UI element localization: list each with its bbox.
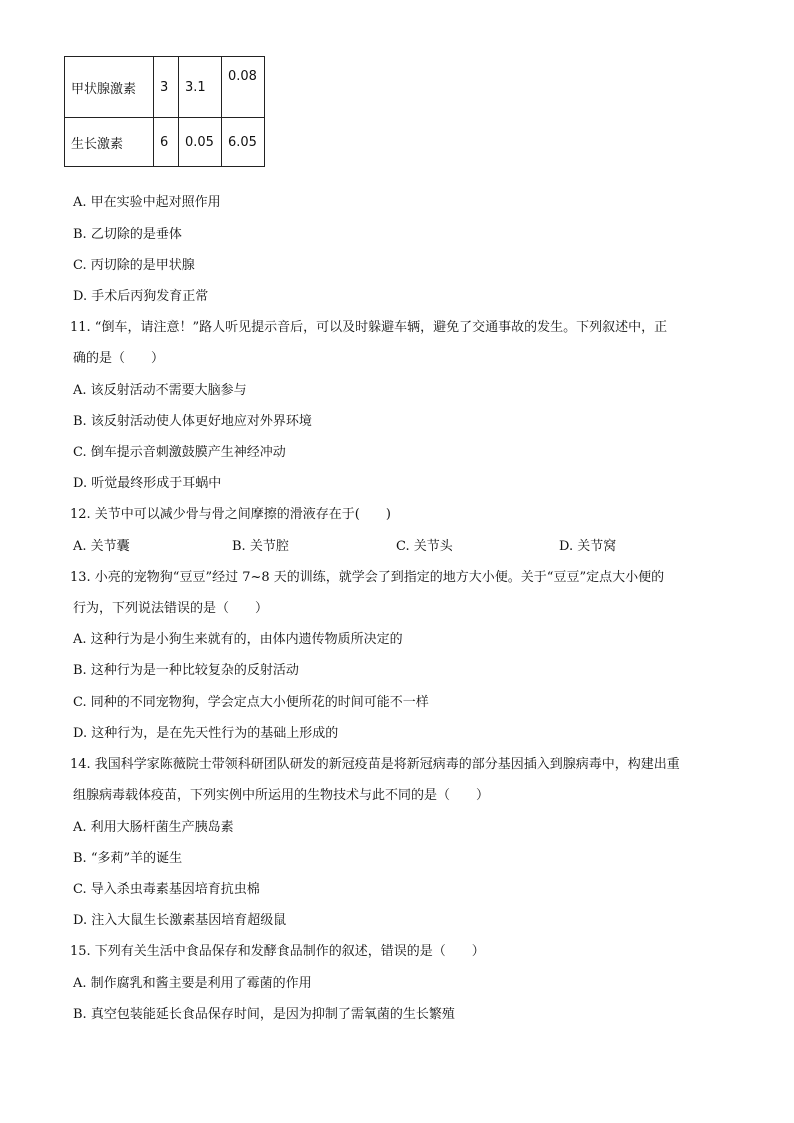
q10-option-b: B. 乙切除的是垂体 <box>73 227 182 242</box>
q11-option-c: C. 倒车提示音刺激鼓膜产生神经冲动 <box>73 445 286 460</box>
table-cell: 甲状腺激素 <box>65 57 154 118</box>
q11-stem-cont: 确的是（ ） <box>73 351 165 366</box>
table-cell: 生长激素 <box>65 118 154 167</box>
q13-option-c: C. 同种的不同宠物狗，学会定点大小便所花的时间可能不一样 <box>73 695 429 710</box>
q14-option-b: B. “多莉”羊的诞生 <box>73 851 183 866</box>
q13-option-a: A. 这种行为是小狗生来就有的，由体内遗传物质所决定的 <box>73 632 403 647</box>
table-cell: 6.05 <box>222 118 265 167</box>
q13-option-d: D. 这种行为，是在先天性行为的基础上形成的 <box>73 726 339 741</box>
q13-option-b: B. 这种行为是一种比较复杂的反射活动 <box>73 663 299 678</box>
q14-stem: 14. 我国科学家陈薇院士带领科研团队研发的新冠疫苗是将新冠病毒的部分基因插入到腺病毒中，构建出重 <box>70 757 680 772</box>
q15-option-a: A. 制作腐乳和酱主要是利用了霉菌的作用 <box>73 976 312 991</box>
q11-option-d: D. 听觉最终形成于耳蜗中 <box>73 476 222 491</box>
table-cell: 0.05 <box>179 118 222 167</box>
q12-option-c: C. 关节头 <box>396 539 453 554</box>
q12-option-d: D. 关节窝 <box>559 539 617 554</box>
q13-stem: 13. 小亮的宠物狗“豆豆”经过 7~8 天的训练，就学会了到指定的地方大小便。关于“豆豆”定点大小便的 <box>70 570 665 585</box>
q11-stem: 11. “倒车，请注意！”路人听见提示音后，可以及时躲避车辆，避免了交通事故的发生。下列叙述中，正 <box>70 320 668 335</box>
q10-option-a: A. 甲在实验中起对照作用 <box>73 195 221 210</box>
table-cell: 3 <box>154 57 179 118</box>
q11-option-b: B. 该反射活动使人体更好地应对外界环境 <box>73 414 312 429</box>
table-cell: 0.08 <box>222 57 265 118</box>
table-cell: 3.1 <box>179 57 222 118</box>
q13-stem-cont: 行为，下列说法错误的是（ ） <box>73 601 269 616</box>
q10-option-d: D. 手术后丙狗发育正常 <box>73 289 209 304</box>
table-row <box>65 57 265 118</box>
q12-option-a: A. 关节囊 <box>73 539 130 554</box>
q15-option-b: B. 真空包装能延长食品保存时间，是因为抑制了需氧菌的生长繁殖 <box>73 1007 455 1022</box>
table-cell: 6 <box>154 118 179 167</box>
q10-option-c: C. 丙切除的是甲状腺 <box>73 258 195 273</box>
q11-option-a: A. 该反射活动不需要大脑参与 <box>73 383 247 398</box>
hormone-table <box>64 56 265 167</box>
q14-option-d: D. 注入大鼠生长激素基因培育超级鼠 <box>73 913 287 928</box>
q14-option-c: C. 导入杀虫毒素基因培育抗虫棉 <box>73 882 260 897</box>
q12-option-b: B. 关节腔 <box>232 539 289 554</box>
q12-stem: 12. 关节中可以减少骨与骨之间摩擦的滑液存在于( ) <box>70 507 391 522</box>
q15-stem: 15. 下列有关生活中食品保存和发酵食品制作的叙述，错误的是（ ） <box>70 944 485 959</box>
q14-option-a: A. 利用大肠杆菌生产胰岛素 <box>73 820 234 835</box>
table-row <box>65 118 265 167</box>
q14-stem-cont: 组腺病毒载体疫苗，下列实例中所运用的生物技术与此不同的是（ ） <box>73 788 490 803</box>
